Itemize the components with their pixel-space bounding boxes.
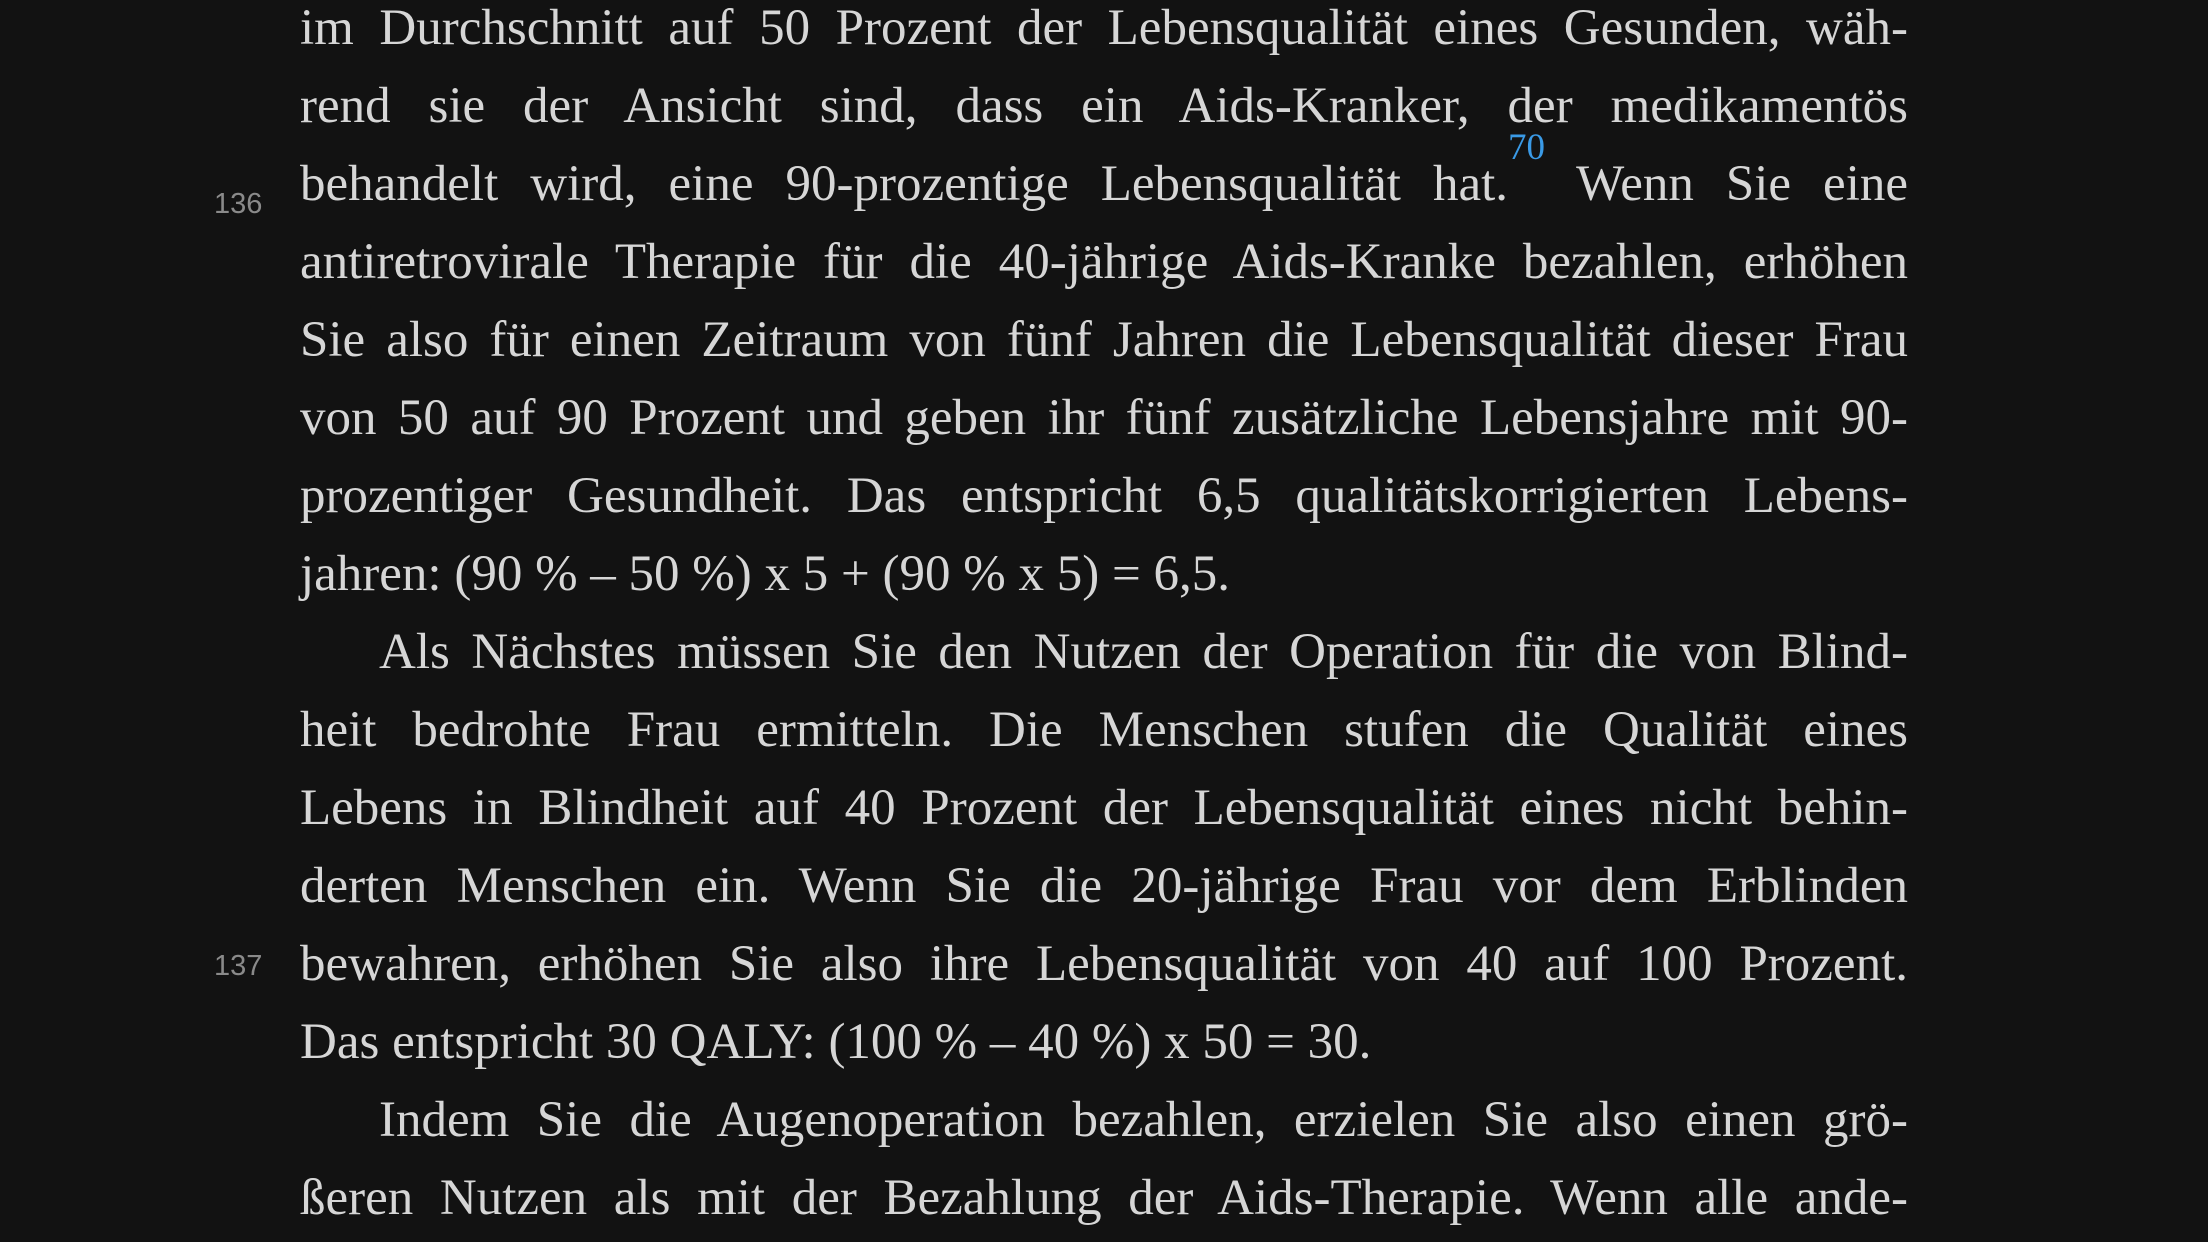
text-line: heit bedrohte Frau ermitteln. Die Menschen stufen die Qualität eines	[300, 702, 1908, 758]
text-line: im Durchschnitt auf 50 Prozent der Lebensqualität eines Gesunden, wäh-	[300, 0, 1908, 56]
paragraph	[300, 1081, 1908, 1237]
text-segment: Wenn Sie eine	[1545, 156, 1908, 212]
text-line: antiretrovirale Therapie für die 40-jährige Aids-Kranke bezahlen, erhöhen	[300, 234, 1908, 290]
paragraph	[300, 0, 1908, 613]
text-line: Als Nächstes müssen Sie den Nutzen der Operation für die von Blind-	[379, 624, 1908, 680]
text-line: jahren: (90 % – 50 %) x 5 + (90 % x 5) = 6,5.	[300, 546, 1231, 602]
text-line: Indem Sie die Augenoperation bezahlen, erzielen Sie also einen grö-	[379, 1092, 1908, 1148]
text-line	[300, 127, 1908, 223]
footnote-link[interactable]: 70	[1508, 127, 1546, 168]
text-line: rend sie der Ansicht sind, dass ein Aids-Kranker, der medikamentös	[300, 78, 1908, 134]
text-line: Lebens in Blindheit auf 40 Prozent der Lebensqualität eines nicht behin-	[300, 780, 1908, 836]
text-line: Das entspricht 30 QALY: (100 % – 40 %) x 50 = 30.	[300, 1014, 1372, 1070]
text-line: von 50 auf 90 Prozent und geben ihr fünf zusätzliche Lebensjahre mit 90-	[300, 390, 1908, 446]
page-number-marker: 136	[214, 188, 263, 220]
text-line: derten Menschen ein. Wenn Sie die 20-jährige Frau vor dem Erblinden	[300, 858, 1908, 914]
text-line: ßeren Nutzen als mit der Bezahlung der Aids-Therapie. Wenn alle ande-	[300, 1170, 1908, 1226]
text-line: prozentiger Gesundheit. Das entspricht 6,5 qualitätskorrigierten Lebens-	[300, 468, 1908, 524]
paragraph	[300, 613, 1908, 1081]
text-segment: behandelt wird, eine 90-prozentige Lebensqualität hat.	[300, 156, 1509, 212]
text-line: Sie also für einen Zeitraum von fünf Jahren die Lebensqualität dieser Frau	[300, 312, 1908, 368]
text-line: bewahren, erhöhen Sie also ihre Lebensqualität von 40 auf 100 Prozent.	[300, 936, 1908, 992]
body-text	[300, 0, 1908, 1237]
page-number-marker: 137	[214, 950, 263, 982]
